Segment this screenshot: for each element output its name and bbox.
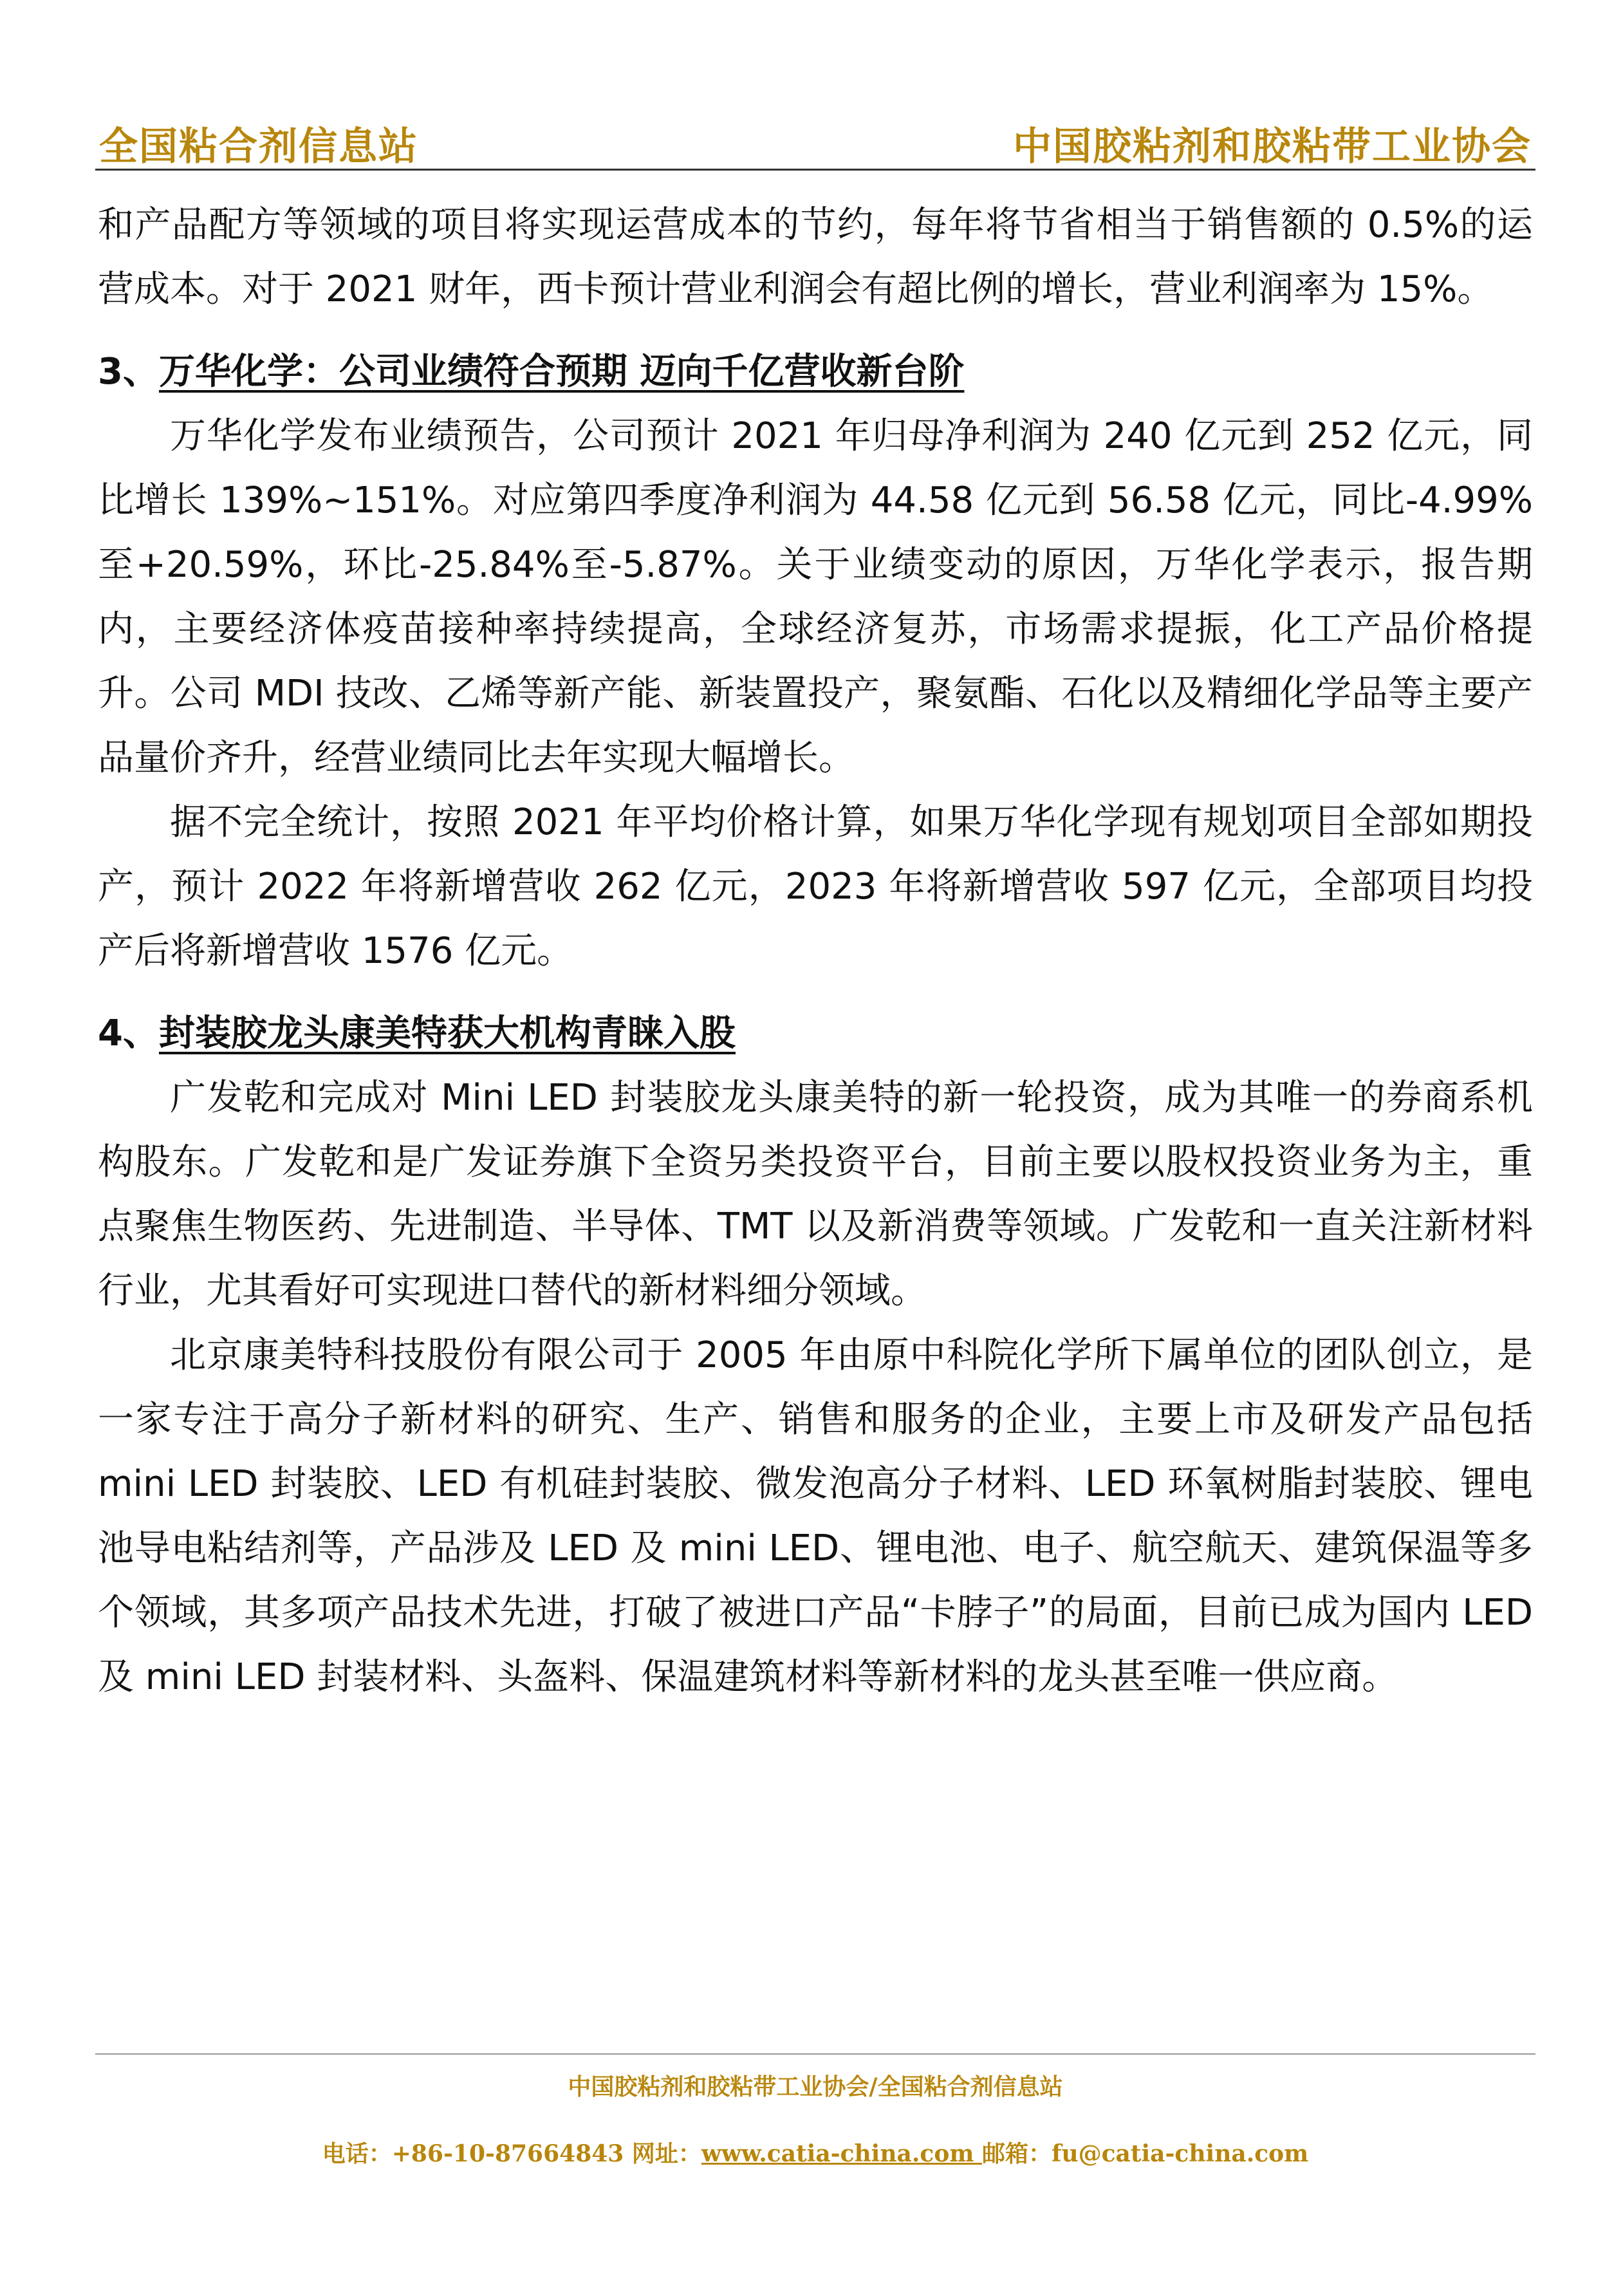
section-3-paragraph-2: 据不完全统计，按照 2021 年平均价格计算，如果万华化学现有规划项目全部如期投产，预计 2022 年将新增营收 262 亿元，2023 年将新增营收 597 亿元，全部项目均投产后将新增营收 1576 亿元。	[98, 801, 1533, 972]
section-3-heading	[98, 340, 1533, 404]
footer-org-line: 中国胶粘剂和胶粘带工业协会/全国粘合剂信息站	[568, 2073, 1063, 2100]
section-4-number: 4、	[98, 1013, 159, 1054]
document-body	[98, 193, 1533, 1710]
header-left-title: 全国粘合剂信息站	[99, 124, 418, 169]
section-4-paragraph-2: 北京康美特科技股份有限公司于 2005 年由原中科院化学所下属单位的团队创立，是一家专注于高分子新材料的研究、生产、销售和服务的企业，主要上市及研发产品包括 mini LED 封装胶、LED 有机硅封装胶、微发泡高分子材料、LED 环氧树脂封装胶、锂电池导电粘结剂等，产品涉及 LED 及 mini LED、锂电池、电子、航空航天、建筑保温等多个领域，其多项产品技术先进，打破了被进口产品“卡脖子”的局面，目前已成为国内 LED 及 mini LED 封装材料、头盔料、保温建筑材料等新材料的龙头甚至唯一供应商。	[98, 1334, 1533, 1698]
footer-email: 邮箱：fu@catia-china.com	[981, 2140, 1309, 2167]
section-3-paragraph-1: 万华化学发布业绩预告，公司预计 2021 年归母净利润为 240 亿元到 252 亿元，同比增长 139%~151%。对应第四季度净利润为 44.58 亿元到 56.58 亿元，同比-4.99%至+20.59%，环比-25.84%至-5.87%。关于业绩变动的原因，万华化学表示，报告期内，主要经济体疫苗接种率持续提高，全球经济复苏，市场需求提振，化工产品价格提升。公司 MDI 技改、乙烯等新产能、新装置投产，聚氨酯、石化以及精细化学品等主要产品量价齐升，经营业绩同比去年实现大幅增长。	[98, 415, 1533, 779]
section-3-number: 3、	[98, 351, 159, 393]
header-right-title: 中国胶粘剂和胶粘带工业协会	[1013, 124, 1532, 169]
intro-paragraph: 和产品配方等领域的项目将实现运营成本的节约，每年将节省相当于销售额的 0.5%的运营成本。对于 2021 财年，西卡预计营业利润会有超比例的增长，营业利润率为 15%。	[98, 204, 1533, 310]
page-footer	[95, 2053, 1535, 2173]
section-4-title: 封装胶龙头康美特获大机构青睐入股	[158, 1013, 736, 1054]
section-4-heading	[98, 1002, 1533, 1066]
footer-contact-line	[95, 2134, 1535, 2173]
page-header	[95, 111, 1535, 171]
footer-phone: 电话：+86-10-87664843 网址：	[322, 2140, 701, 2167]
section-3-title: 万华化学：公司业绩符合预期 迈向千亿营收新台阶	[158, 351, 965, 393]
footer-website-link[interactable]: www.catia-china.com	[701, 2140, 982, 2167]
section-4-paragraph-1: 广发乾和完成对 Mini LED 封装胶龙头康美特的新一轮投资，成为其唯一的券商系机构股东。广发乾和是广发证券旗下全资另类投资平台，目前主要以股权投资业务为主，重点聚焦生物医药、先进制造、半导体、TMT 以及新消费等领域。广发乾和一直关注新材料行业，尤其看好可实现进口替代的新材料细分领域。	[98, 1077, 1533, 1312]
